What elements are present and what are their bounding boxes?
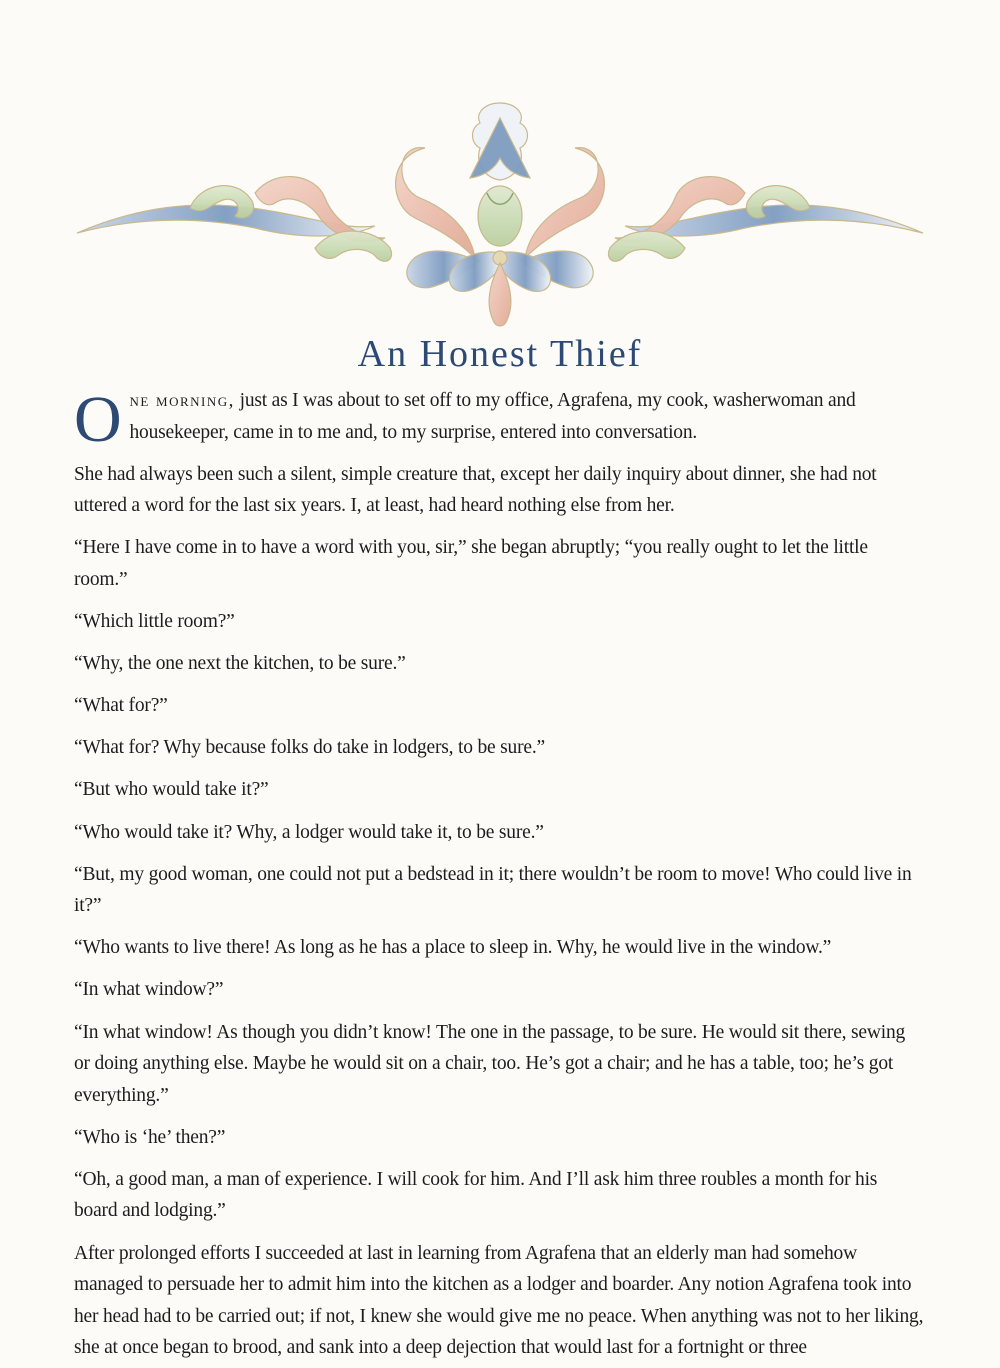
paragraph: After prolonged efforts I succeeded at last in learning from Agrafena that an elderly man had somehow managed to persuade her to admit him into the kitchen as a lodger and boarder. Any notion Agrafena took into her head had to be carried out; if not, I knew she would give me no peace. When anything was not to her liking, she at once began to brood, and sank into a deep dejection that would last for a fortnight or three — [74, 1242, 924, 1359]
opening-small-caps: ne morning, — [129, 390, 235, 411]
paragraph: She had always been such a silent, simple creature that, except her daily inquiry about dinner, she had not uttered a word for the last six years. I, at least, had heard nothing else from her. — [74, 463, 877, 517]
opening-text: just as I was about to set off to my office, Agrafena, my cook, washerwoman and housekeeper, came in to me and, to my surprise, entered into conversation. — [129, 390, 856, 443]
paragraph: “In what window?” — [74, 979, 224, 1001]
drop-cap: O — [74, 383, 122, 456]
paragraph: “In what window! As though you didn’t know! The one in the passage, to be sure. He would sit there, sewing or doing anything else. Maybe he would sit on a chair, too. He’s got a chair; and he has a table, too; he’s got everything.” — [74, 1021, 906, 1106]
paragraph: “Who wants to live there! As long as he has a place to sleep in. Why, he would live in the window.” — [74, 937, 832, 959]
opening-paragraph — [74, 383, 924, 456]
paragraph: “What for? Why because folks do take in lodgers, to be sure.” — [74, 737, 545, 759]
paragraph: “Why, the one next the kitchen, to be sure.” — [74, 653, 406, 675]
paragraph: “Which little room?” — [74, 611, 235, 633]
paragraph: “But who would take it?” — [74, 779, 269, 801]
paragraph: “Oh, a good man, a man of experience. I will cook for him. And I’ll ask him three roubles a month for his board and lodging.” — [74, 1168, 878, 1222]
paragraph: “But, my good woman, one could not put a bedstead in it; there wouldn’t be room to move! Who could live in it?” — [74, 863, 912, 917]
floral-scroll-ornament-icon — [75, 98, 925, 333]
paragraph: “Who would take it? Why, a lodger would take it, to be sure.” — [74, 821, 544, 843]
paragraph: “Here I have come in to have a word with you, sir,” she began abruptly; “you really ought to let the little room.” — [74, 537, 868, 590]
paragraph: “Who is ‘he’ then?” — [74, 1126, 226, 1148]
story-title: An Honest Thief — [357, 333, 643, 375]
story-body — [74, 385, 924, 1368]
paragraph: “What for?” — [74, 695, 168, 717]
